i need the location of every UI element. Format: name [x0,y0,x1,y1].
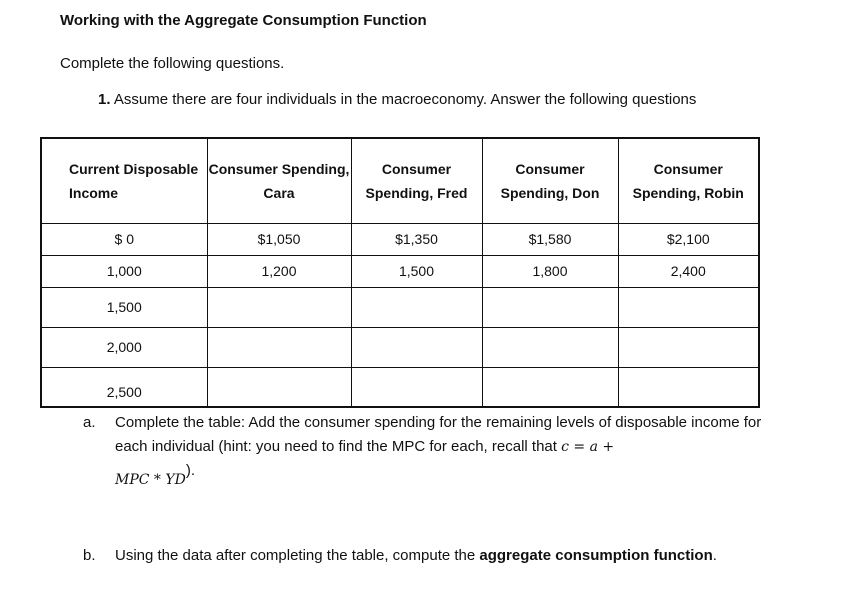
formula-line-2: MPC * YD [115,472,186,488]
robin-cell [618,287,759,327]
part-b-text: Using the data after completing the table, compute the [115,547,480,564]
cara-cell [207,367,351,407]
robin-cell: 2,400 [618,255,759,287]
income-cell: 1,000 [41,255,207,287]
fred-cell: $1,350 [351,223,482,255]
part-b [83,544,717,568]
question-1-text: Assume there are four individuals in the macroeconomy. Answer the following questions [110,91,697,108]
income-cell: $ 0 [41,223,207,255]
income-cell: 2,500 [41,367,207,407]
don-cell [482,327,618,367]
part-a-body: Complete the table: Add the consumer spending for the remaining levels of disposable income for each individual (hint: you need to find the MPC for each, recall that [115,414,762,455]
robin-cell [618,367,759,407]
fred-cell [351,367,482,407]
header-disposable-income: Current Disposable Income [41,138,207,223]
robin-cell [618,327,759,367]
worksheet-title: Working with the Aggregate Consumption Function [60,12,427,29]
part-a-end: ). [185,462,196,479]
question-1-number: 1. [98,91,111,108]
part-b-end: . [712,547,717,564]
don-cell: 1,800 [482,255,618,287]
table-row [41,367,759,407]
fred-cell [351,287,482,327]
cara-cell [207,327,351,367]
income-cell: 2,000 [41,327,207,367]
consumption-table [40,137,760,408]
part-a [83,411,783,488]
part-a-marker: a. [83,414,96,431]
part-b-marker: b. [83,547,96,564]
table-row [41,223,759,255]
don-cell: $1,580 [482,223,618,255]
fred-cell: 1,500 [351,255,482,287]
fred-cell [351,327,482,367]
table-row [41,287,759,327]
robin-cell: $2,100 [618,223,759,255]
instructions: Complete the following questions. [60,55,285,72]
table-row [41,327,759,367]
cara-cell: 1,200 [207,255,351,287]
part-a-text [115,411,783,492]
header-don: Consumer Spending, Don [482,138,618,223]
table-header-row [41,138,759,223]
part-b-bold: aggregate consumption function [479,547,713,564]
question-1 [98,91,696,108]
cara-cell: $1,050 [207,223,351,255]
header-cara: Consumer Spending, Cara [207,138,351,223]
header-robin: Consumer Spending, Robin [618,138,759,223]
formula-line-1: c = a + [561,439,615,455]
don-cell [482,367,618,407]
table-row [41,255,759,287]
cara-cell [207,287,351,327]
income-cell: 1,500 [41,287,207,327]
header-fred: Consumer Spending, Fred [351,138,482,223]
don-cell [482,287,618,327]
